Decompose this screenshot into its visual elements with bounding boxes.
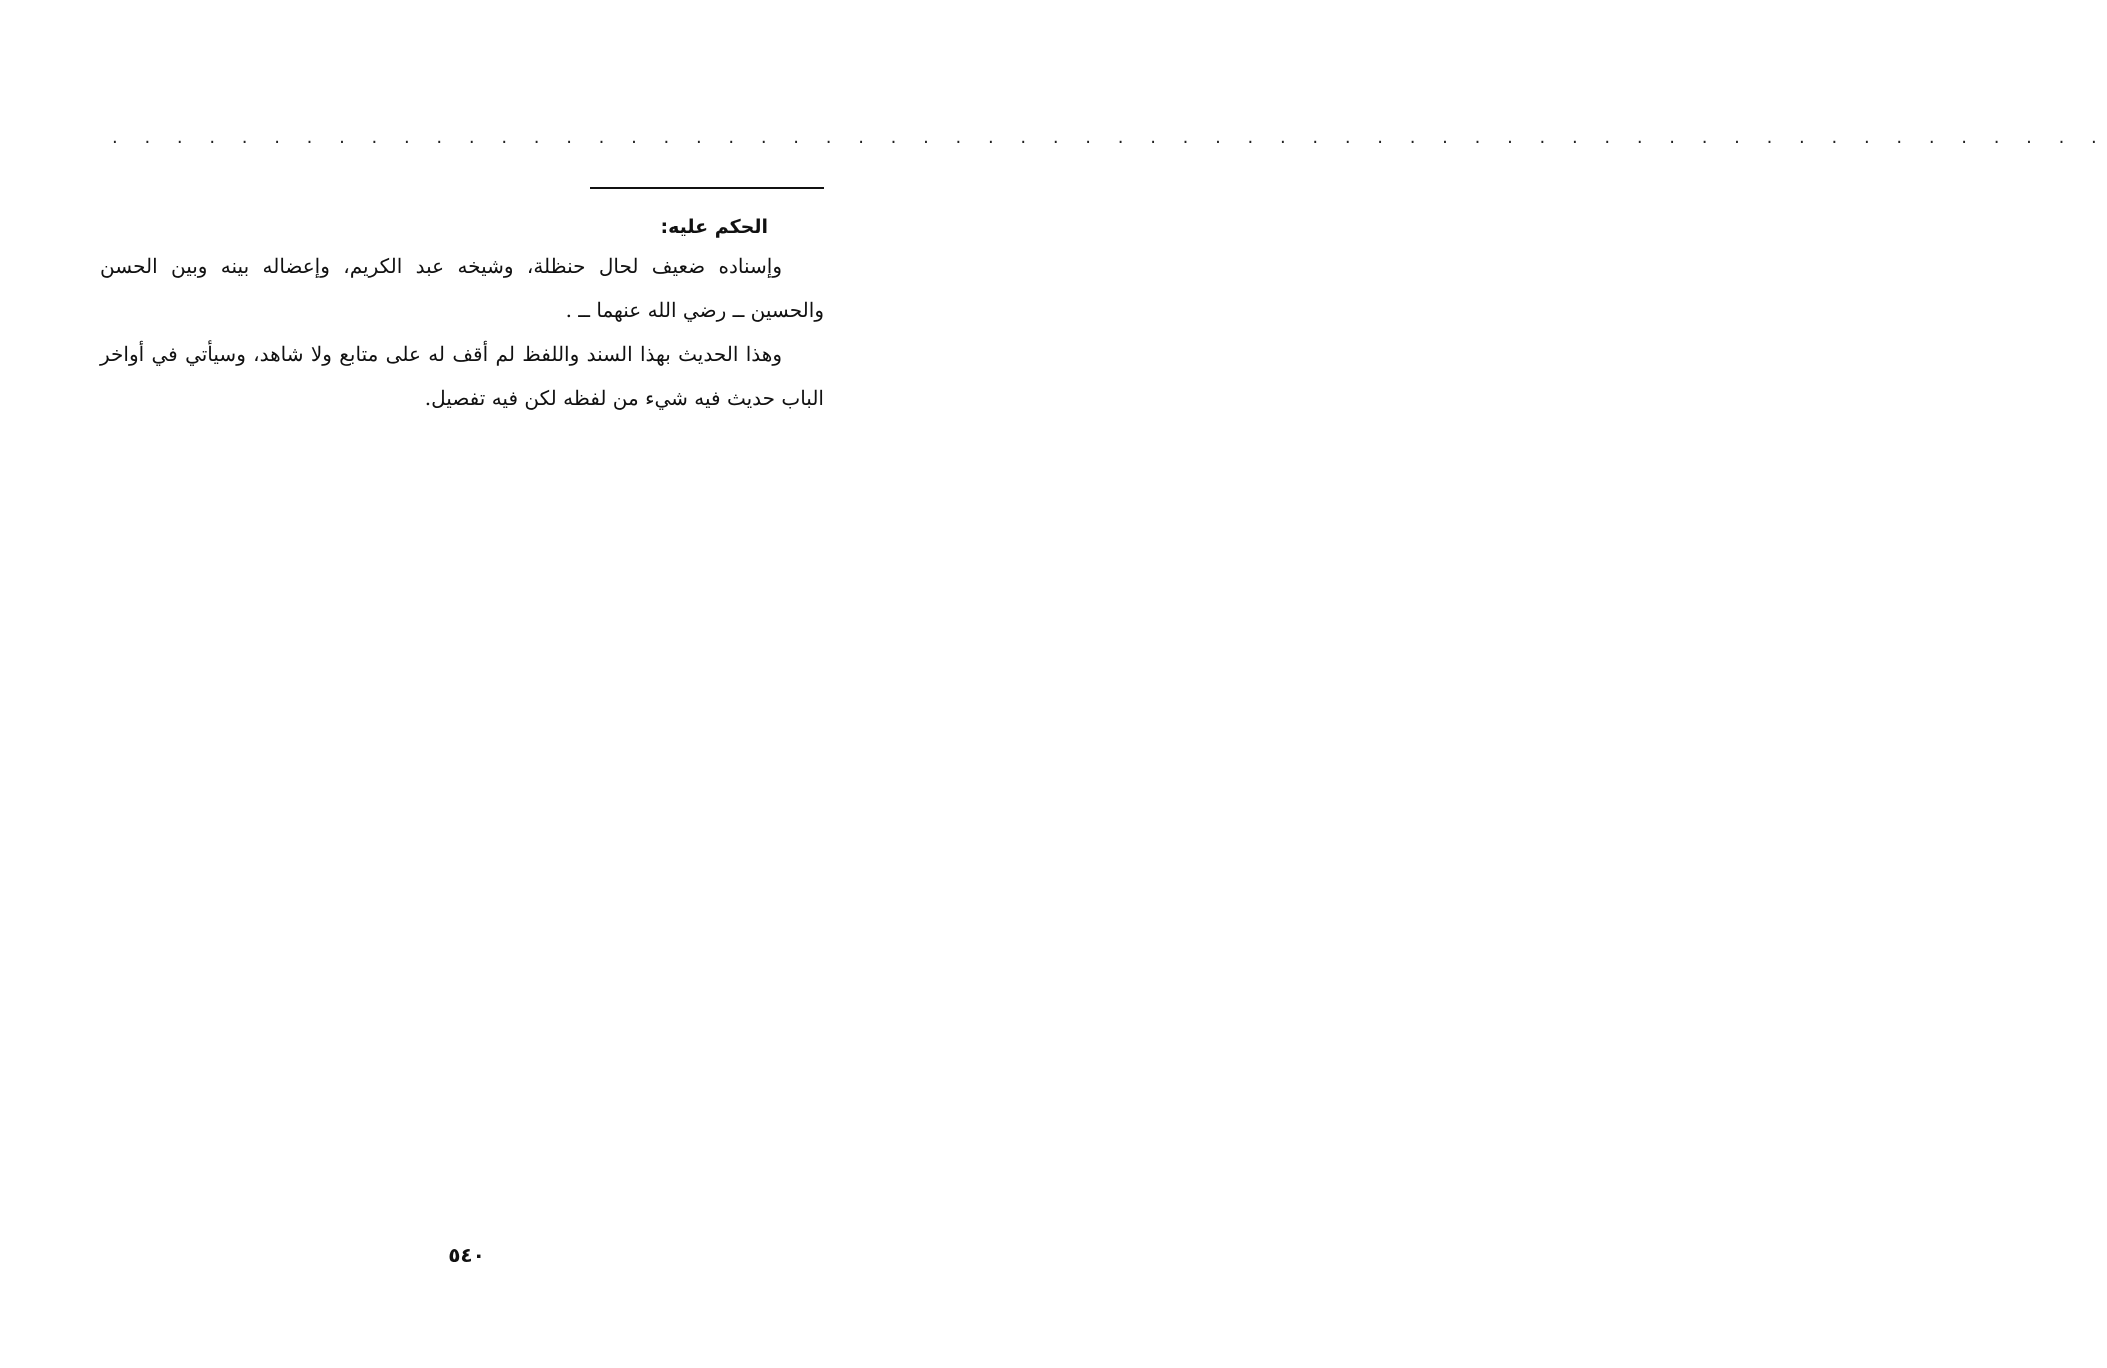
footnote-rule bbox=[590, 187, 824, 189]
paragraph-1: وإسناده ضعيف لحال حنظلة، وشيخه عبد الكريم، وإعضاله بينه وبين الحسن والحسين ــ رضي الله عنهما ــ . bbox=[100, 254, 824, 322]
main-text bbox=[100, 210, 824, 420]
section-heading: الحكم عليه: bbox=[660, 216, 768, 238]
dotted-separator: . . . . . . . . . . . . . . . . . . . . . . . . . . . . . . . . . . . . . . . . . . . . . . . . . . . . . . . . . . . . . . bbox=[112, 127, 2107, 148]
page-number: ٥٤٠ bbox=[448, 1243, 485, 1267]
paragraph-2: وهذا الحديث بهذا السند واللفظ لم أقف له على متابع ولا شاهد، وسيأتي في أواخر الباب حديث فيه شيء من لفظه لكن فيه تفصيل. bbox=[100, 342, 824, 410]
